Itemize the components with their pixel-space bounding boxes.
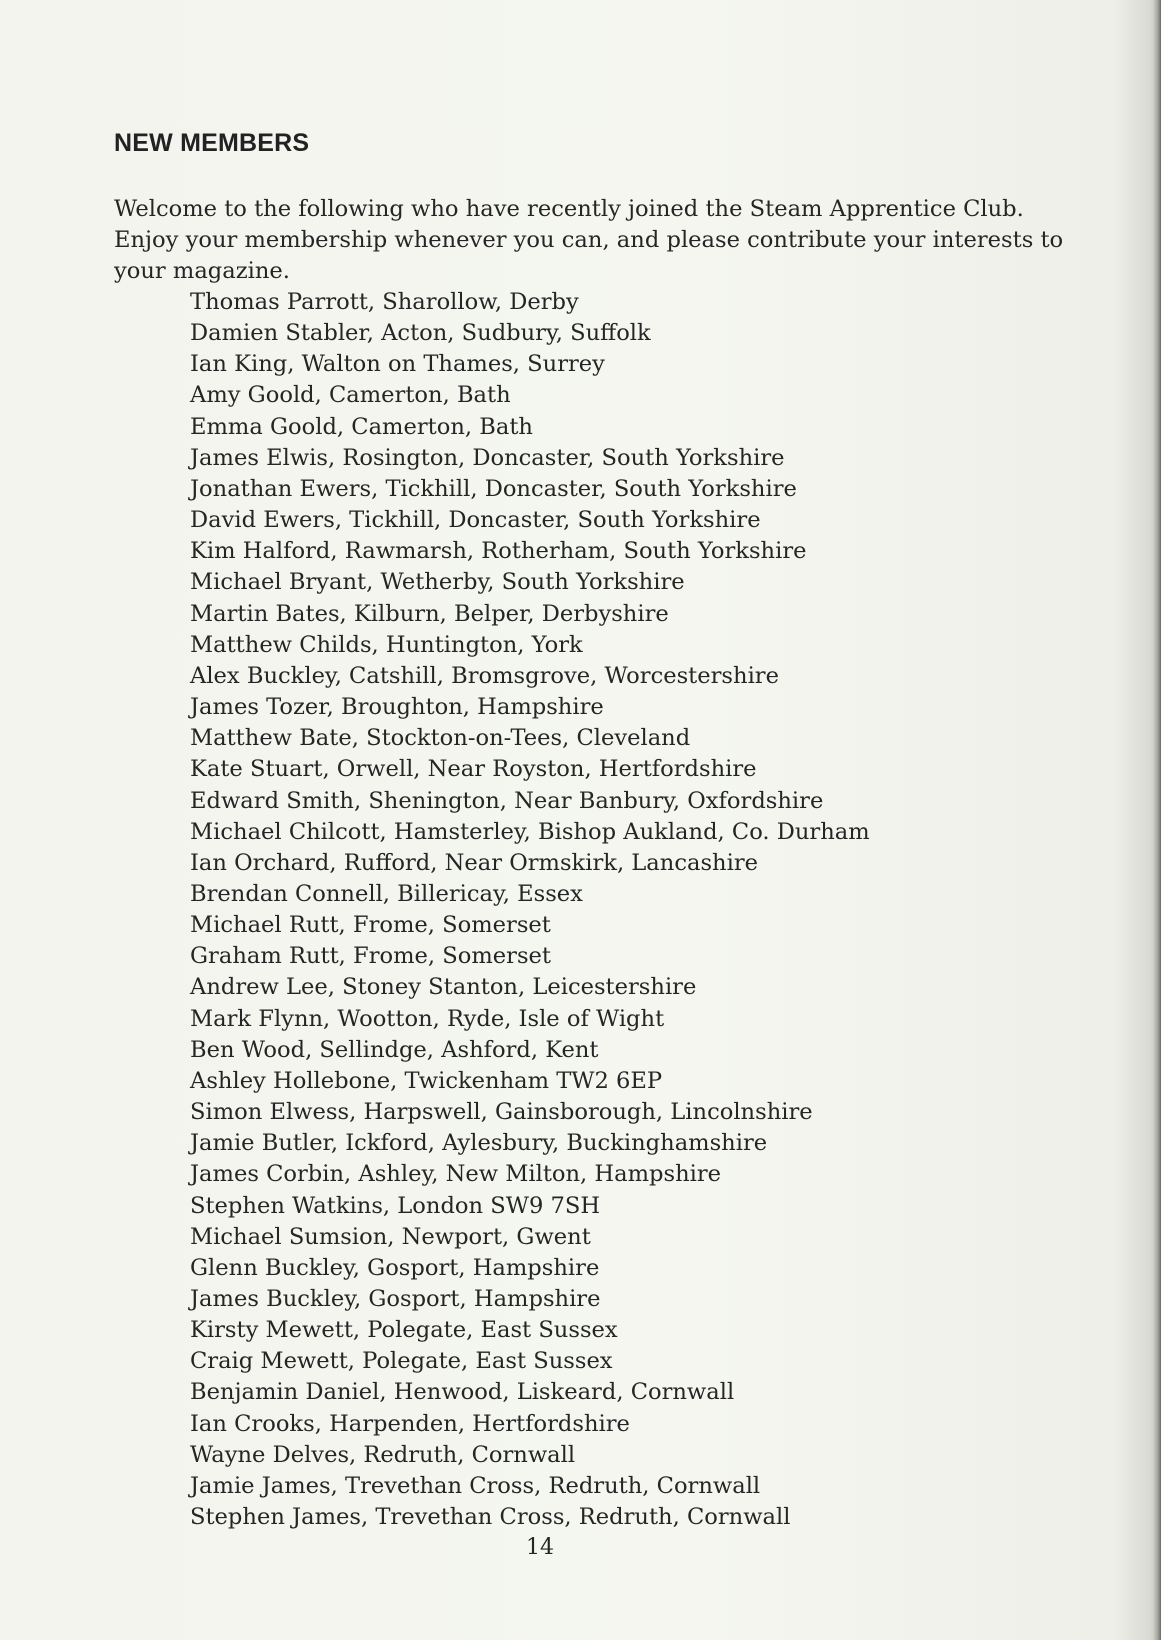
member-entry: Kirsty Mewett, Polegate, East Sussex <box>190 1317 618 1344</box>
member-entry: Craig Mewett, Polegate, East Sussex <box>190 1348 613 1375</box>
member-entry: Edward Smith, Shenington, Near Banbury, Oxfordshire <box>190 787 824 814</box>
member-entry: James Elwis, Rosington, Doncaster, South Yorkshire <box>190 444 785 471</box>
member-entry: Kate Stuart, Orwell, Near Royston, Hertfordshire <box>190 756 757 783</box>
member-entry: Emma Goold, Camerton, Bath <box>190 413 533 440</box>
member-entry: Wayne Delves, Redruth, Cornwall <box>190 1441 576 1468</box>
member-entry: James Corbin, Ashley, New Milton, Hampshire <box>190 1161 722 1188</box>
member-entry: Simon Elwess, Harpswell, Gainsborough, Lincolnshire <box>190 1099 813 1126</box>
members-list <box>190 287 870 1533</box>
member-entry: Stephen James, Trevethan Cross, Redruth, Cornwall <box>190 1504 791 1531</box>
page-heading: NEW MEMBERS <box>114 129 310 157</box>
page-number: 14 <box>526 1535 554 1560</box>
member-entry: Andrew Lee, Stoney Stanton, Leicestershire <box>190 974 697 1001</box>
member-entry: Damien Stabler, Acton, Sudbury, Suffolk <box>190 320 651 347</box>
member-entry: Matthew Bate, Stockton-on-Tees, Cleveland <box>190 725 691 752</box>
page-binding-edge <box>1153 0 1161 1640</box>
member-entry: Ian Orchard, Rufford, Near Ormskirk, Lancashire <box>190 849 758 876</box>
member-entry: Ian Crooks, Harpenden, Hertfordshire <box>190 1410 630 1437</box>
member-entry: Benjamin Daniel, Henwood, Liskeard, Cornwall <box>190 1379 735 1406</box>
member-entry: Matthew Childs, Huntington, York <box>190 631 583 658</box>
member-entry: David Ewers, Tickhill, Doncaster, South Yorkshire <box>190 507 761 534</box>
member-entry: Amy Goold, Camerton, Bath <box>190 382 511 409</box>
member-entry: Martin Bates, Kilburn, Belper, Derbyshire <box>190 600 669 627</box>
member-entry: Mark Flynn, Wootton, Ryde, Isle of Wight <box>190 1005 665 1032</box>
member-entry: Kim Halford, Rawmarsh, Rotherham, South Yorkshire <box>190 538 807 565</box>
member-entry: Brendan Connell, Billericay, Essex <box>190 880 583 907</box>
member-entry: Michael Bryant, Wetherby, South Yorkshire <box>190 569 685 596</box>
member-entry: Michael Sumsion, Newport, Gwent <box>190 1223 591 1250</box>
member-entry: Jamie James, Trevethan Cross, Redruth, Cornwall <box>190 1472 761 1499</box>
member-entry: Michael Chilcott, Hamsterley, Bishop Aukland, Co. Durham <box>190 818 870 845</box>
member-entry: Ian King, Walton on Thames, Surrey <box>190 351 605 378</box>
member-entry: Glenn Buckley, Gosport, Hampshire <box>190 1254 600 1281</box>
member-entry: Michael Rutt, Frome, Somerset <box>190 912 551 939</box>
member-entry: Jonathan Ewers, Tickhill, Doncaster, South Yorkshire <box>190 475 797 502</box>
member-entry: Ashley Hollebone, Twickenham TW2 6EP <box>190 1067 663 1094</box>
member-entry: Stephen Watkins, London SW9 7SH <box>190 1192 601 1219</box>
member-entry: Thomas Parrott, Sharollow, Derby <box>190 289 579 315</box>
member-entry: James Tozer, Broughton, Hampshire <box>190 694 604 721</box>
member-entry: Jamie Butler, Ickford, Aylesbury, Buckinghamshire <box>190 1130 768 1157</box>
member-entry: Graham Rutt, Frome, Somerset <box>190 943 551 970</box>
member-entry: Alex Buckley, Catshill, Bromsgrove, Worcestershire <box>190 662 779 689</box>
intro-paragraph: Welcome to the following who have recently joined the Steam Apprentice Club. Enjoy your membership whenever you can, and please contribute your interests to your magazine. <box>114 196 1064 284</box>
member-entry: James Buckley, Gosport, Hampshire <box>190 1286 601 1312</box>
member-entry: Ben Wood, Sellindge, Ashford, Kent <box>190 1036 599 1063</box>
